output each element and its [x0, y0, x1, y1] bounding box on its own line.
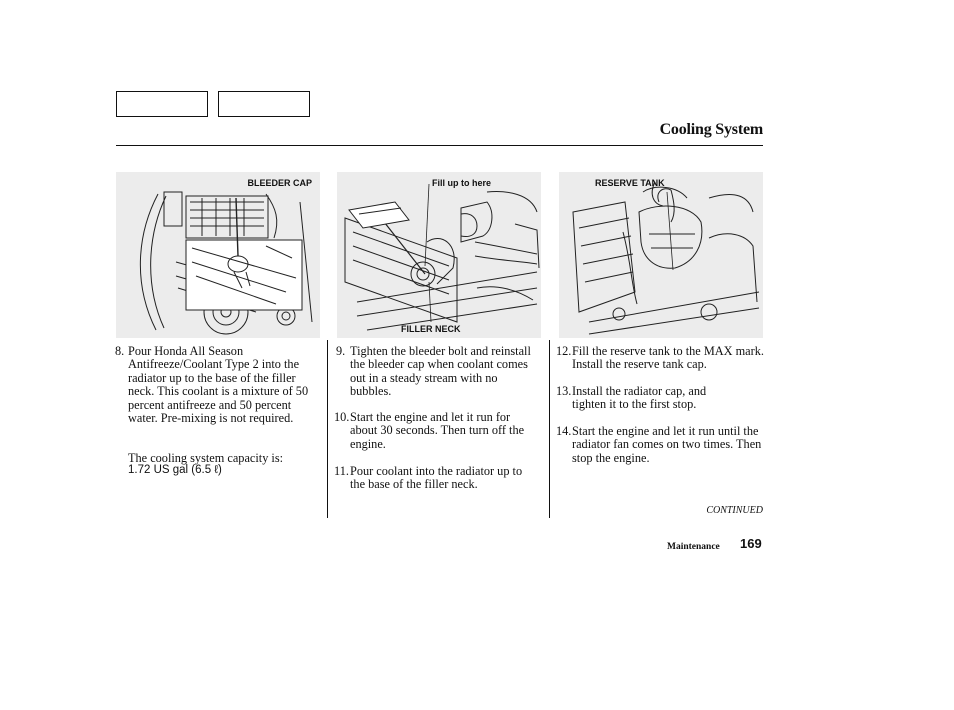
- nav-tab-box[interactable]: [116, 91, 208, 117]
- step-9: [336, 345, 536, 405]
- fill-level-label: Fill up to here: [432, 178, 492, 188]
- reserve-tank-illustration: [559, 172, 763, 338]
- reserve-tank-label: RESERVE TANK: [595, 178, 665, 188]
- step-number: 11.: [334, 464, 349, 478]
- step-text: Tighten the bleeder bolt and reinstall the bleeder cap when coolant comes out in a steady stream with no bubbles.: [350, 344, 531, 399]
- nav-tab-box[interactable]: [218, 91, 310, 117]
- figure-reserve-tank: [559, 172, 763, 338]
- continued-note: CONTINUED: [706, 505, 763, 516]
- step-text: Fill the reserve tank to the MAX mark. Install the reserve tank cap.: [572, 344, 764, 372]
- step-13: [556, 385, 764, 420]
- step-text: Pour Honda All Season Antifreeze/Coolant Type 2 into the radiator up to the base of the filler neck. This coolant is a mixture of 50 percent antifreeze and 50 percent water. Pre-mixing is not required.: [128, 344, 309, 426]
- step-text: Start the engine and let it run for about 30 seconds. Then turn off the engine.: [350, 410, 525, 451]
- column-divider: [549, 340, 550, 518]
- step-14: [556, 425, 764, 475]
- step-number: 10.: [334, 410, 350, 424]
- figure-bleeder-cap: [116, 172, 320, 338]
- footer-section-name: Maintenance: [667, 542, 720, 552]
- step-10: [334, 411, 536, 461]
- step-11: [334, 465, 536, 500]
- title-divider: [116, 145, 763, 146]
- column-divider: [327, 340, 328, 518]
- bleeder-cap-label: BLEEDER CAP: [247, 178, 312, 188]
- step-12: [556, 345, 764, 380]
- figure-filler-neck: [337, 172, 541, 338]
- capacity-label: The cooling system capacity is:: [128, 451, 284, 465]
- filler-neck-illustration: [337, 172, 541, 338]
- bleeder-cap-illustration: [116, 172, 320, 338]
- step-text: Start the engine and let it run until the radiator fan comes on two times. Then stop the engine.: [572, 424, 762, 465]
- step-number: 12.: [556, 344, 572, 358]
- step-number: 9.: [336, 344, 346, 358]
- step-number: 8.: [115, 344, 125, 358]
- step-number: 14.: [556, 424, 572, 438]
- step-text: Pour coolant into the radiator up to the base of the filler neck.: [350, 464, 523, 492]
- step-number: 13.: [556, 384, 572, 398]
- step-text: Install the radiator cap, and tighten it to the first stop.: [572, 384, 707, 412]
- capacity-value: 1.72 US gal (6.5 ℓ): [128, 464, 222, 476]
- page-title: Cooling System: [659, 121, 763, 138]
- filler-neck-label: FILLER NECK: [401, 324, 461, 334]
- step-8: [115, 345, 315, 445]
- page-number: 169: [740, 536, 762, 551]
